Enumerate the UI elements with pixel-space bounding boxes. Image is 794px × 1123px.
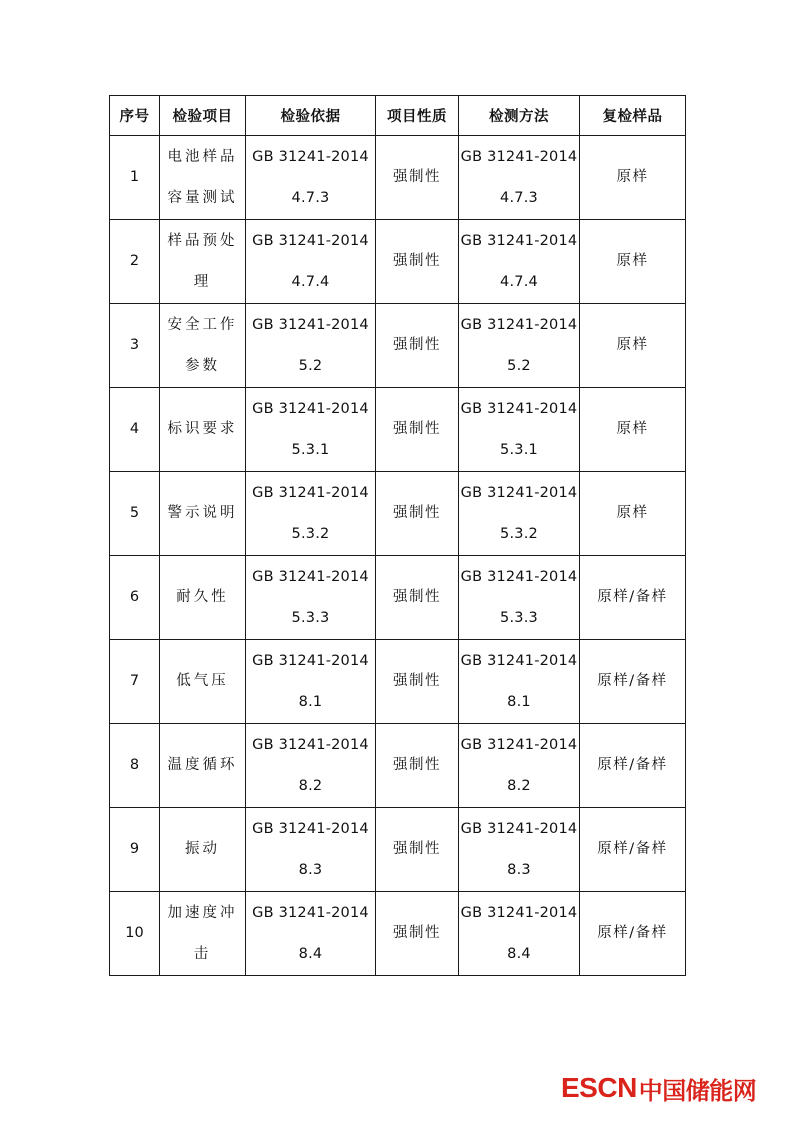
cell-item-line: 参数: [185, 357, 220, 374]
cell-sample: 原样: [580, 304, 686, 388]
cell-method-line: GB 31241-2014: [460, 736, 578, 753]
table-row: [110, 136, 686, 220]
cell-method: [459, 220, 580, 304]
cell-basis-line: 8.4: [298, 945, 323, 962]
cell-item-line: 加速度冲: [167, 904, 238, 921]
table-row: [110, 808, 686, 892]
cell-basis-line: GB 31241-2014: [252, 820, 369, 837]
cell-seq: 2: [110, 220, 160, 304]
cell-item-line: 低气压: [176, 673, 229, 689]
cell-item-line: 击: [193, 945, 212, 962]
cell-basis-line: GB 31241-2014: [252, 736, 369, 753]
header-basis: 检验依据: [246, 96, 376, 136]
cell-method: [459, 388, 580, 472]
cell-basis: [246, 472, 376, 556]
cell-item-line: 振动: [185, 841, 220, 857]
table-row: [110, 640, 686, 724]
cell-basis: [246, 724, 376, 808]
header-nature: 项目性质: [376, 96, 459, 136]
cell-method-line: 5.3.3: [500, 609, 538, 626]
cell-basis-line: 8.1: [298, 693, 323, 710]
cell-method-line: 8.3: [507, 861, 531, 878]
cell-item: [160, 304, 246, 388]
cell-item-line: 理: [193, 273, 212, 290]
cell-method-line: GB 31241-2014: [460, 484, 578, 501]
cell-method-line: GB 31241-2014: [460, 400, 578, 417]
cell-sample: 原样/备样: [580, 556, 686, 640]
cell-basis-line: GB 31241-2014: [252, 568, 369, 585]
cell-nature: 强制性: [376, 304, 459, 388]
cell-basis: [246, 556, 376, 640]
cell-item-line: 安全工作: [167, 316, 238, 333]
inspection-table: [109, 95, 686, 976]
cell-method-line: 4.7.3: [500, 189, 538, 206]
header-seq: 序号: [110, 96, 160, 136]
table-body: [110, 136, 686, 976]
header-sample: 复检样品: [580, 96, 686, 136]
cell-sample: 原样: [580, 472, 686, 556]
cell-nature: 强制性: [376, 472, 459, 556]
cell-method-line: 4.7.4: [500, 273, 538, 290]
cell-nature: 强制性: [376, 556, 459, 640]
cell-method-line: 8.4: [507, 945, 531, 962]
cell-method-line: GB 31241-2014: [460, 316, 578, 333]
cell-basis: [246, 220, 376, 304]
table-row: [110, 304, 686, 388]
table-header-row: [110, 96, 686, 136]
cell-basis-line: 8.3: [298, 861, 323, 878]
cell-item: [160, 472, 246, 556]
cell-seq: 6: [110, 556, 160, 640]
cell-method-line: 5.2: [507, 357, 531, 374]
cell-basis: [246, 892, 376, 976]
cell-item-line: 温度循环: [167, 757, 238, 773]
cell-item: [160, 220, 246, 304]
cell-basis-line: 5.3.1: [291, 441, 330, 458]
cell-basis-line: GB 31241-2014: [252, 148, 369, 165]
cell-method: [459, 640, 580, 724]
cell-basis-line: 5.3.2: [291, 525, 330, 542]
cell-method-line: 5.3.1: [500, 441, 538, 458]
cell-method: [459, 304, 580, 388]
cell-nature: 强制性: [376, 724, 459, 808]
cell-nature: 强制性: [376, 640, 459, 724]
cell-method-line: 8.2: [507, 777, 531, 794]
cell-method-line: GB 31241-2014: [460, 820, 578, 837]
cell-item-line: 样品预处: [167, 232, 238, 249]
cell-method: [459, 472, 580, 556]
cell-nature: 强制性: [376, 808, 459, 892]
cell-method: [459, 808, 580, 892]
cell-item: [160, 808, 246, 892]
cell-basis-line: GB 31241-2014: [252, 484, 369, 501]
cell-item: [160, 724, 246, 808]
cell-basis-line: 4.7.3: [291, 189, 330, 206]
cell-item-line: 电池样品: [167, 148, 238, 165]
cell-basis: [246, 388, 376, 472]
table-row: [110, 556, 686, 640]
cell-nature: 强制性: [376, 892, 459, 976]
cell-method-line: 8.1: [507, 693, 531, 710]
cell-method: [459, 892, 580, 976]
cell-item: [160, 136, 246, 220]
cell-method: [459, 136, 580, 220]
cell-basis: [246, 136, 376, 220]
cell-method: [459, 724, 580, 808]
header-item: 检验项目: [160, 96, 246, 136]
cell-sample: 原样: [580, 136, 686, 220]
table-row: [110, 472, 686, 556]
cell-item: [160, 388, 246, 472]
cell-basis-line: GB 31241-2014: [252, 652, 369, 669]
cell-item-line: 容量测试: [167, 189, 238, 206]
cell-item: [160, 892, 246, 976]
table-row: [110, 892, 686, 976]
logo-brand-cn: 中国储能网: [638, 1076, 757, 1105]
cell-basis-line: GB 31241-2014: [252, 400, 369, 417]
cell-method-line: GB 31241-2014: [460, 904, 578, 921]
cell-seq: 1: [110, 136, 160, 220]
cell-method-line: GB 31241-2014: [460, 652, 578, 669]
cell-sample: 原样/备样: [580, 808, 686, 892]
cell-nature: 强制性: [376, 220, 459, 304]
cell-sample: 原样: [580, 388, 686, 472]
cell-basis: [246, 640, 376, 724]
cell-item-line: 警示说明: [167, 505, 238, 521]
cell-basis: [246, 808, 376, 892]
cell-method-line: 5.3.2: [500, 525, 538, 542]
escn-logo: [561, 1071, 756, 1105]
cell-basis-line: GB 31241-2014: [252, 904, 369, 921]
cell-sample: 原样: [580, 220, 686, 304]
cell-sample: 原样/备样: [580, 640, 686, 724]
cell-method: [459, 556, 580, 640]
cell-item: [160, 640, 246, 724]
cell-seq: 4: [110, 388, 160, 472]
cell-seq: 7: [110, 640, 160, 724]
cell-item-line: 耐久性: [176, 589, 229, 605]
cell-basis: [246, 304, 376, 388]
table-row: [110, 220, 686, 304]
cell-basis-line: GB 31241-2014: [252, 316, 369, 333]
cell-method-line: GB 31241-2014: [460, 568, 578, 585]
cell-basis-line: 8.2: [298, 777, 323, 794]
logo-brand-en: ESCN: [561, 1072, 637, 1103]
table-row: [110, 724, 686, 808]
cell-seq: 8: [110, 724, 160, 808]
cell-item-line: 标识要求: [167, 421, 238, 437]
cell-basis-line: 4.7.4: [291, 273, 330, 290]
cell-sample: 原样/备样: [580, 724, 686, 808]
cell-item: [160, 556, 246, 640]
cell-seq: 10: [110, 892, 160, 976]
cell-method-line: GB 31241-2014: [460, 232, 578, 249]
cell-basis-line: 5.2: [298, 357, 323, 374]
cell-sample: 原样/备样: [580, 892, 686, 976]
cell-seq: 9: [110, 808, 160, 892]
cell-seq: 3: [110, 304, 160, 388]
cell-nature: 强制性: [376, 136, 459, 220]
header-method: 检测方法: [459, 96, 580, 136]
cell-basis-line: 5.3.3: [291, 609, 330, 626]
cell-method-line: GB 31241-2014: [460, 148, 578, 165]
cell-nature: 强制性: [376, 388, 459, 472]
table-row: [110, 388, 686, 472]
cell-basis-line: GB 31241-2014: [252, 232, 369, 249]
cell-seq: 5: [110, 472, 160, 556]
